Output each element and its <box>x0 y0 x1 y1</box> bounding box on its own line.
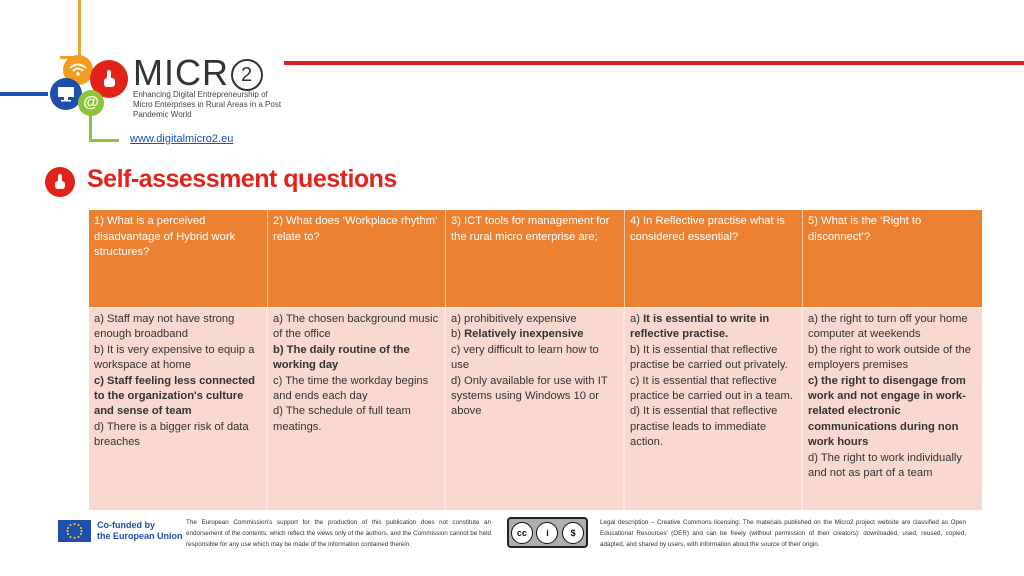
answer-option: d) There is a bigger risk of data breaches <box>94 420 249 449</box>
answer-option-correct: c) the right to disengage from work and not engage in work-related electronic communications during non work hours <box>808 374 966 449</box>
answer-option: b) It is essential that reflective practise be carried out privately. <box>630 343 788 372</box>
question-header: 2) What does ‘Workplace rhythm’ relate to? <box>268 210 446 307</box>
table-row <box>89 307 982 510</box>
disclaimer-text: The European Commission's support for the production of this publication does not constitute an endorsement of the contents, which reflect the views only of the authors, and the Commission cannot be held responsible for any use which may be made of the information contained therein. <box>186 519 491 548</box>
answer-option: d) The right to work individually and not as part of a team <box>808 451 963 480</box>
legal-description: Legal description – Creative Commons licensing: The materials published on the Micro2 project website are classified as Open Educational Resources' (OER) and can be freely (without permission of their creators): downloaded, used, reused, copied, adapted, and shared by users, with information about the source of their origin. <box>600 519 966 548</box>
answer-option: a) the right to turn off your home computer at weekends <box>808 313 968 341</box>
answers-cell <box>446 307 625 510</box>
answer-option: a) prohibitively expensive <box>451 313 577 325</box>
answer-option: d) The schedule of full team meatings. <box>273 405 411 433</box>
question-header: 4) In Reflective practise what is considered essential? <box>625 210 803 307</box>
table-header-row <box>89 210 982 307</box>
decorative-line <box>78 0 81 56</box>
answers-cell <box>268 307 446 510</box>
answer-option: b) the right to work outside of the employers premises <box>808 343 971 372</box>
decorative-line <box>0 92 48 96</box>
answer-option: d) Only available for use with IT systems using Windows 10 or above <box>451 374 608 418</box>
answer-option: c) The time the workday begins and ends each day <box>273 374 429 403</box>
question-header: 5) What is the ‘Right to disconnect’? <box>803 210 982 307</box>
noncommercial-icon: $ <box>562 522 584 544</box>
page-title: Self-assessment questions <box>87 165 397 193</box>
answer-option-correct: b) The daily routine of the working day <box>273 343 410 372</box>
logo-subtitle: Enhancing Digital Entrepreneurship of Micro Enterprises in Rural Areas in a Post Pandemic World <box>133 90 282 119</box>
answer-option-correct: b) Relatively inexpensive <box>451 328 584 341</box>
questions-table <box>89 210 982 510</box>
question-header: 1) What is a perceived disadvantage of Hybrid work structures? <box>89 210 268 307</box>
eu-flag-icon <box>58 520 91 542</box>
answer-option: c) It is essential that reflective practice be carried out in a team. <box>630 374 793 403</box>
decorative-line <box>89 112 92 142</box>
answer-option: d) It is essential that reflective practise leads to immediate action. <box>630 405 778 449</box>
answer-option: a) Staff may not have strong enough broadband <box>94 313 235 341</box>
answer-option: a) The chosen background music of the office <box>273 313 439 341</box>
website-link[interactable]: www.digitalmicro2.eu <box>130 133 234 145</box>
decorative-line <box>89 139 119 142</box>
decorative-line <box>284 61 1024 65</box>
answer-option-correct: c) Staff feeling less connected to the organization's culture and sense of team <box>94 374 256 418</box>
creative-commons-badge <box>507 517 588 548</box>
answer-option-correct: a) It is essential to write in reflective practise. <box>630 313 770 341</box>
at-sign-icon: @ <box>78 90 104 116</box>
answers-cell <box>803 307 982 510</box>
eu-cofunded-label: Co-funded by the European Union <box>97 520 183 541</box>
touch-hand-icon <box>45 167 75 197</box>
attribution-icon: i <box>536 522 558 544</box>
answer-option: c) very difficult to learn how to use <box>451 343 599 372</box>
question-header: 3) ICT tools for management for the rural micro enterprise are; <box>446 210 625 307</box>
cc-icon: cc <box>511 522 533 544</box>
answer-option: b) It is very expensive to equip a workspace at home <box>94 343 255 372</box>
answers-cell <box>89 307 268 510</box>
answers-cell <box>625 307 803 510</box>
logo: MICR 2 <box>133 52 263 94</box>
